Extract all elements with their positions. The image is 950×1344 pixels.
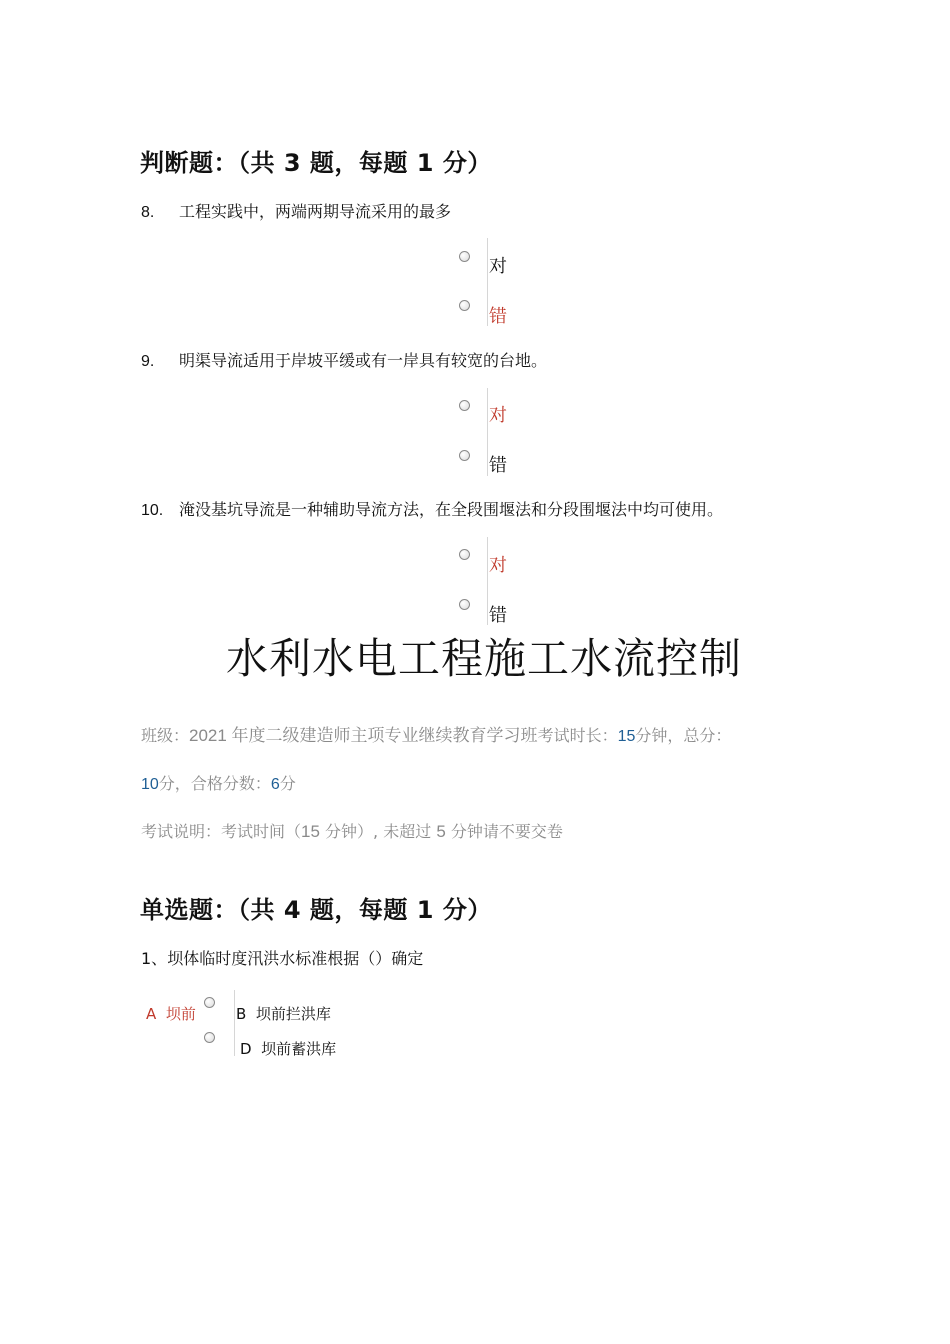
duration-unit: 分钟，: [635, 726, 684, 745]
option-divider: [487, 238, 488, 326]
question-9: [141, 348, 547, 371]
q9-true-label: 对: [489, 405, 507, 426]
exam-info-line-2: [141, 771, 296, 794]
note-text: 分钟请不要交卷: [445, 822, 563, 841]
option-a[interactable]: [146, 1003, 206, 1023]
q9-false-label: 错: [489, 455, 507, 476]
q10-false-radio[interactable]: [459, 599, 470, 610]
question-text: 淹没基坑导流是一种辅助导流方法，在全段围堰法和分段围堰法中均可使用。: [179, 500, 724, 519]
q8-false-label: 错: [489, 306, 507, 327]
option-d[interactable]: [240, 1038, 370, 1056]
option-radio[interactable]: [204, 997, 215, 1008]
exam-note: [141, 819, 563, 842]
option-divider: [234, 990, 235, 1056]
q8-true-label: 对: [489, 256, 507, 277]
question-number: 10.: [141, 502, 164, 519]
class-label: 班级：: [141, 726, 190, 745]
option-text: 坝前拦洪库: [255, 1005, 331, 1021]
question-number: 1、: [141, 949, 168, 968]
total-value: 10: [141, 776, 159, 793]
q8-false-radio[interactable]: [459, 300, 470, 311]
total-label: 总分：: [683, 726, 732, 745]
question-10: [141, 497, 723, 520]
note-minutes: 5: [436, 822, 446, 841]
pass-label: 合格分数：: [190, 774, 271, 793]
question-text: 坝体临时度汛洪水标准根据（）确定: [167, 949, 424, 968]
option-letter: B: [236, 1005, 247, 1021]
exam-info-line-1: [141, 721, 731, 746]
question-text: 明渠导流适用于岸坡平缓或有一岸具有较宽的台地。: [179, 351, 548, 370]
option-divider: [487, 388, 488, 476]
pass-unit: 分: [279, 774, 296, 793]
question-text: 工程实践中，两端两期导流采用的最多: [179, 202, 452, 221]
q9-false-radio[interactable]: [459, 450, 470, 461]
total-unit: 分，: [158, 774, 191, 793]
single-section-heading: 单选题：（共 4 题，每题 1 分）: [140, 896, 492, 924]
question-number: 8.: [141, 204, 155, 221]
judge-section-heading: 判断题：（共 3 题，每题 1 分）: [140, 149, 492, 177]
question-8: [141, 199, 451, 222]
option-radio[interactable]: [204, 1032, 215, 1043]
q9-true-radio[interactable]: [459, 400, 470, 411]
exam-title: 水利水电工程施工水流控制: [226, 634, 743, 683]
option-letter: A: [146, 1005, 157, 1023]
class-value: 2021 年度二级建造师主项专业继续教育学习班: [189, 726, 538, 745]
option-letter: D: [240, 1040, 252, 1056]
q10-true-label: 对: [489, 555, 507, 576]
q10-true-radio[interactable]: [459, 549, 470, 560]
pass-value: 6: [270, 776, 280, 793]
single-question-1: [141, 946, 423, 969]
q8-true-radio[interactable]: [459, 251, 470, 262]
note-label: 考试说明：: [141, 822, 222, 841]
option-divider: [487, 537, 488, 625]
option-b[interactable]: [236, 1003, 366, 1021]
option-text: 坝前: [165, 1005, 196, 1023]
question-number: 9.: [141, 353, 155, 370]
note-text: 考试时间（: [221, 822, 302, 841]
duration-label: 考试时长：: [537, 726, 618, 745]
duration-value: 15: [617, 728, 636, 745]
option-text: 坝前蓄洪库: [261, 1040, 337, 1056]
note-text: 分钟）, 未超过: [319, 822, 437, 841]
q10-false-label: 错: [489, 605, 507, 626]
note-time: 15: [301, 822, 320, 841]
